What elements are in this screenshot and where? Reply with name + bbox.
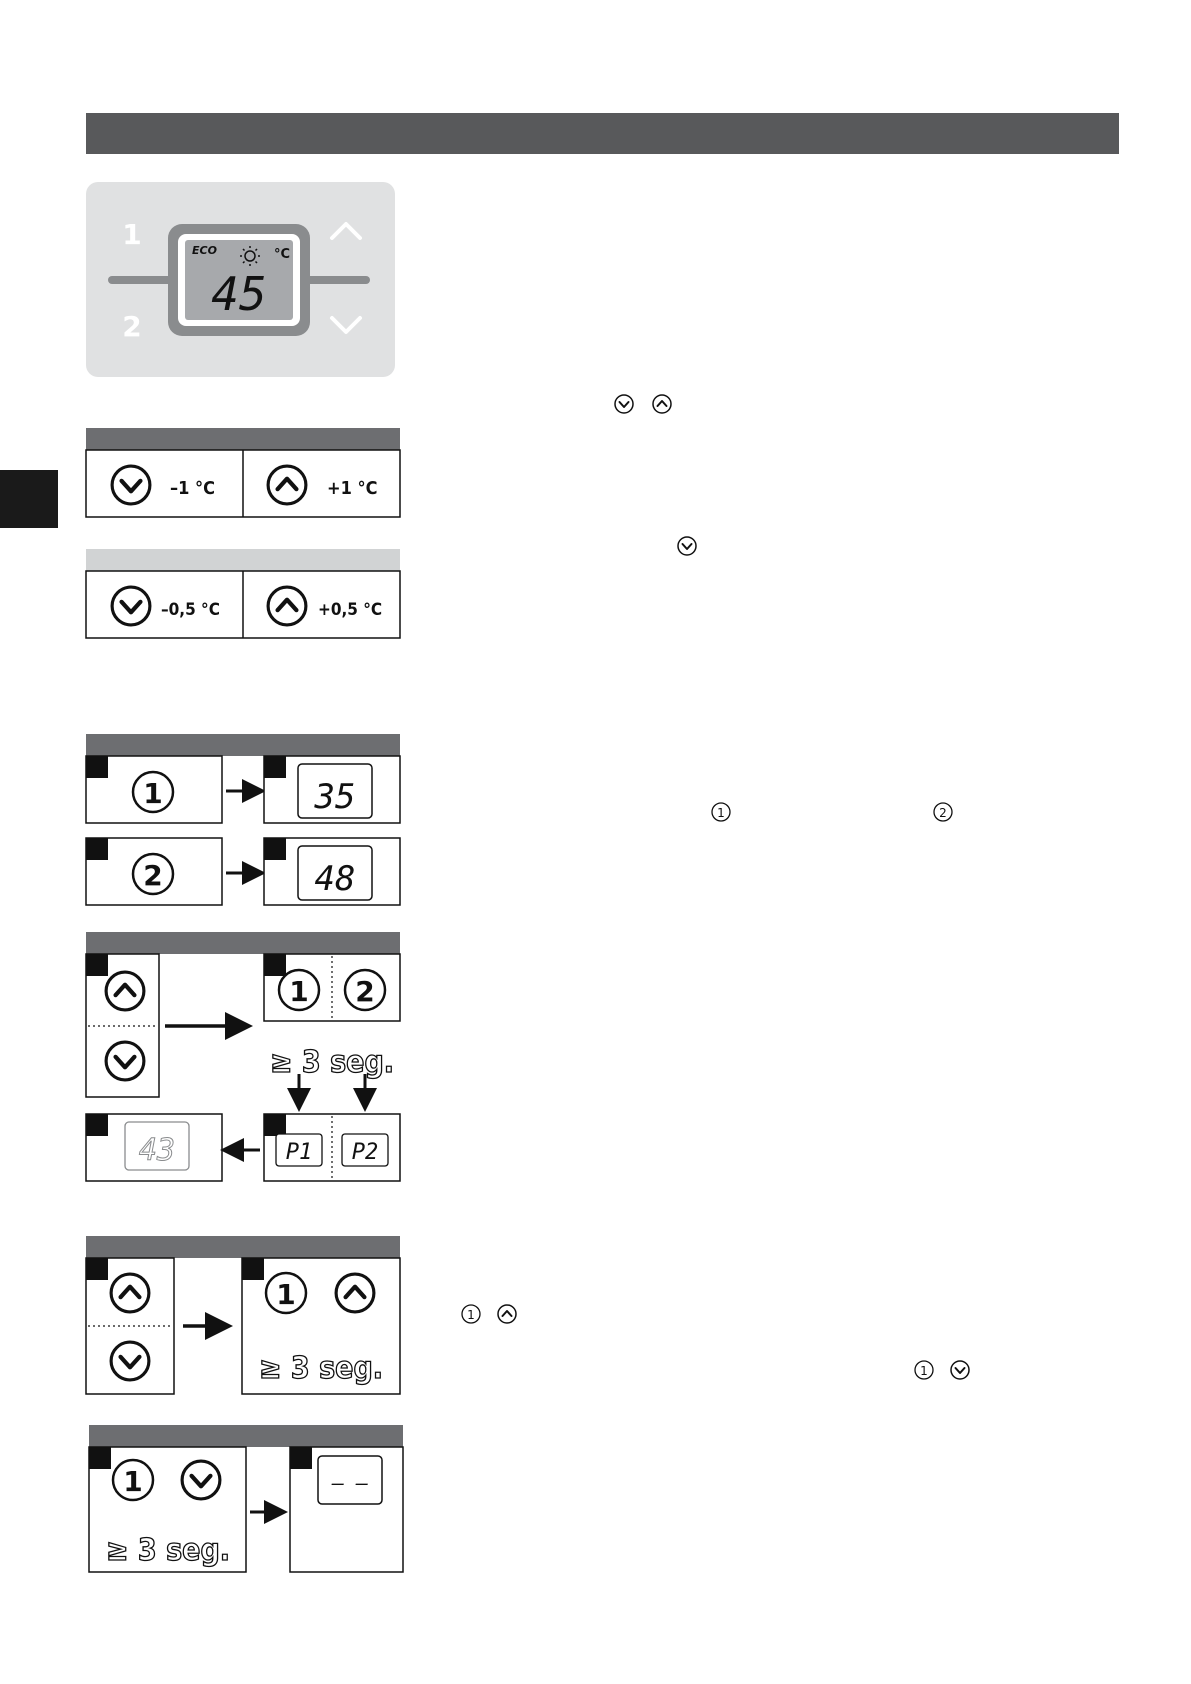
step-table-2 [86,549,400,638]
step-plus-1: +1 °C [327,478,378,499]
unlock-display: – – [331,1471,369,1495]
p2-display: P2 [351,1140,379,1165]
svg-text:1: 1 [717,806,725,820]
control-panel [86,182,395,377]
svg-text:1: 1 [467,1308,475,1322]
inline-circled-1-icon [712,803,730,821]
step-minus-1: –1 °C [170,478,215,499]
preset-2-button-label: 2 [143,859,163,892]
inline-circled-2-icon [934,803,952,821]
presets-diagram [86,734,400,905]
unlock-button-1-label: 1 [123,1465,143,1498]
preset-2-display: 48 [314,859,356,899]
prog-button-2-label: 2 [355,975,375,1008]
inline-chevron-down-icon [951,1361,969,1379]
unlock-diagram [89,1425,403,1572]
preset-1-button-label: 1 [143,777,163,810]
preset-1-display: 35 [314,777,356,817]
svg-text:1: 1 [920,1364,928,1378]
step-minus-05: –0,5 °C [161,600,220,620]
step-table-1 [86,428,400,517]
hold-duration-label: ≥ 3 seg. [269,1045,395,1080]
lcd-temperature: 45 [211,267,267,321]
panel-button-2-label[interactable]: 2 [122,310,142,343]
inline-circled-1-icon [462,1305,480,1323]
panel-button-1-label[interactable]: 1 [122,218,142,251]
inline-chevron-up-icon [498,1305,516,1323]
hold-duration-label: ≥ 3 seg. [105,1533,231,1568]
prog-button-1-label: 1 [289,975,309,1008]
svg-text:2: 2 [939,806,947,820]
step-plus-05: +0,5 °C [318,600,383,620]
inline-chevron-down-icon [678,537,696,555]
lock-button-1-label: 1 [276,1278,296,1311]
inline-chevron-up-icon [653,395,671,413]
programming-diagram [86,932,400,1181]
eco-indicator: ECO [192,244,217,257]
inline-chevron-down-icon [615,395,633,413]
inline-circled-1-icon [915,1361,933,1379]
programmed-display: 43 [138,1133,176,1168]
hold-duration-label: ≥ 3 seg. [258,1351,384,1386]
p1-display: P1 [285,1140,313,1165]
unit-indicator: °C [274,247,291,262]
lock-diagram [86,1236,400,1394]
